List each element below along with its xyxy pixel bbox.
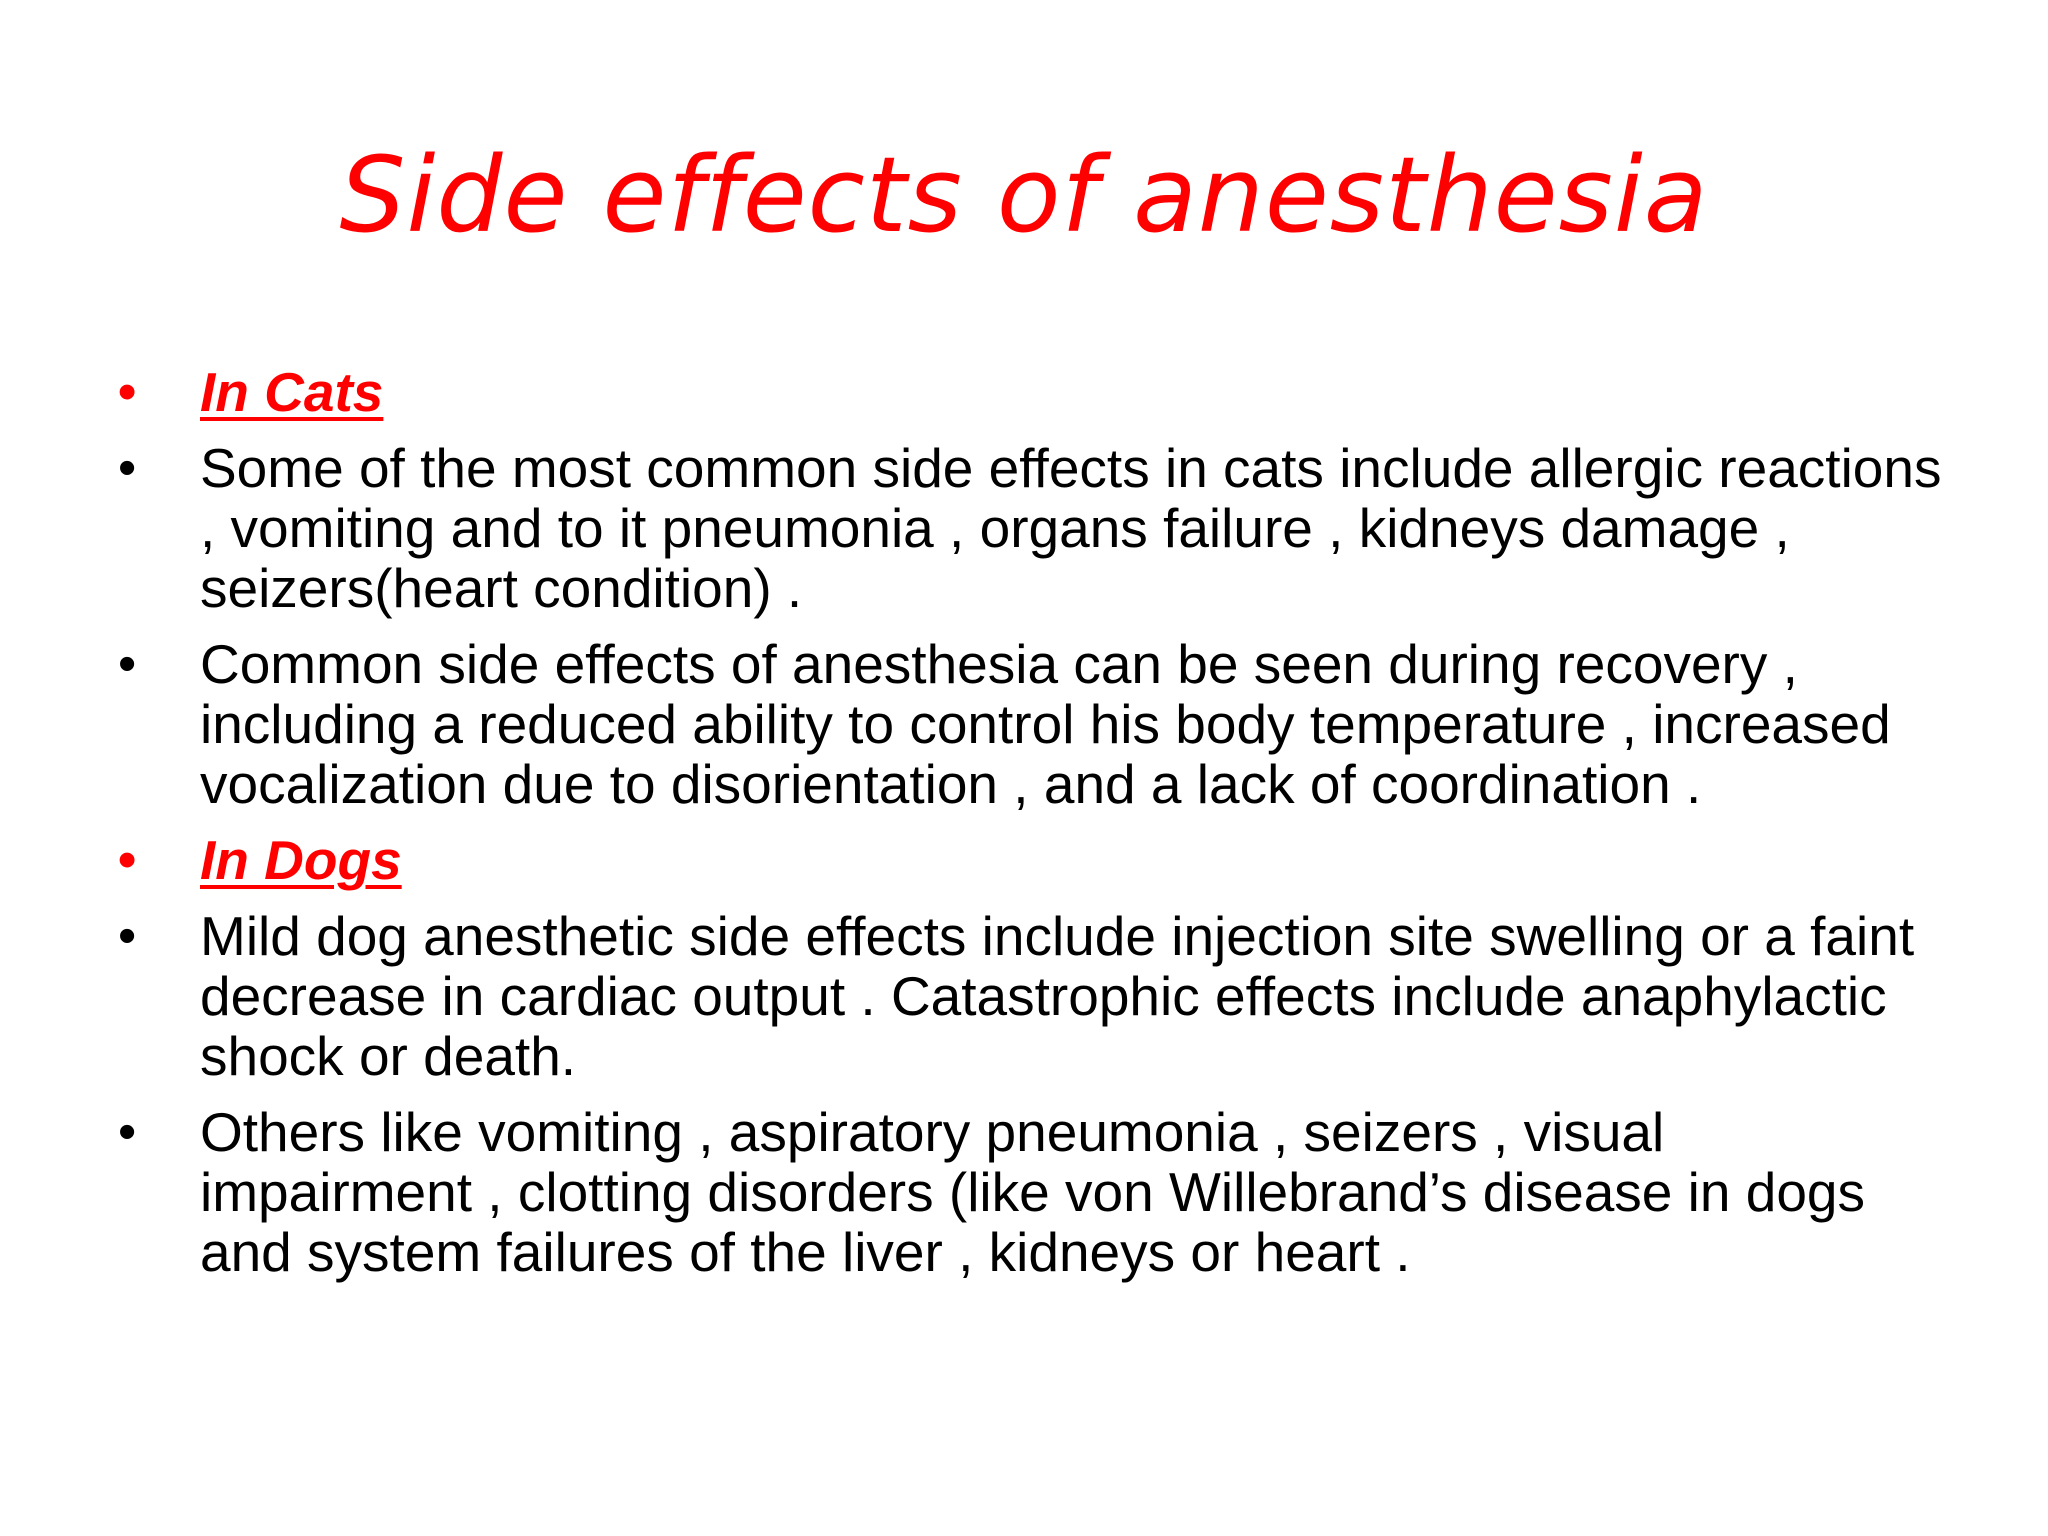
bullet-dot: •: [118, 439, 137, 497]
bullet-dot: •: [118, 1103, 137, 1161]
bullet-dot: •: [118, 907, 137, 965]
bullet-dot: •: [118, 635, 137, 693]
bullet-cats-recovery-effects: [118, 634, 1948, 814]
section-heading-dogs: [118, 830, 1948, 890]
bullet-text: Some of the most common side effects in cats include allergic reactions , vomiting and to it pneumonia , organs failure , kidneys damage , seizers(heart condition) .: [200, 437, 1942, 619]
bullet-dot: •: [118, 363, 137, 421]
bullet-text: Others like vomiting , aspiratory pneumonia , seizers , visual impairment , clotting disorders (like von Willebrand’s disease in dogs and system failures of the liver , kidneys or heart .: [200, 1101, 1866, 1283]
bullet-text: Mild dog anesthetic side effects include injection site swelling or a faint decrease in cardiac output . Catastrophic effects include anaphylactic shock or death.: [200, 905, 1915, 1087]
section-heading-cats: [118, 362, 1948, 422]
section-heading-label: In Dogs: [200, 829, 402, 891]
section-heading-label: In Cats: [200, 361, 384, 423]
bullet-text: Common side effects of anesthesia can be seen during recovery , including a reduced ability to control his body temperature , increased vocalization due to disorientation , and a lack of coordination .: [200, 633, 1891, 815]
slide-title: Side effects of anesthesia: [339, 134, 1709, 256]
bullet-list: [118, 362, 1948, 1298]
bullet-cats-common-side-effects: [118, 438, 1948, 618]
bullet-dogs-mild-effects: [118, 906, 1948, 1086]
bullet-dot: •: [118, 831, 137, 889]
bullet-dogs-other-effects: [118, 1102, 1948, 1282]
